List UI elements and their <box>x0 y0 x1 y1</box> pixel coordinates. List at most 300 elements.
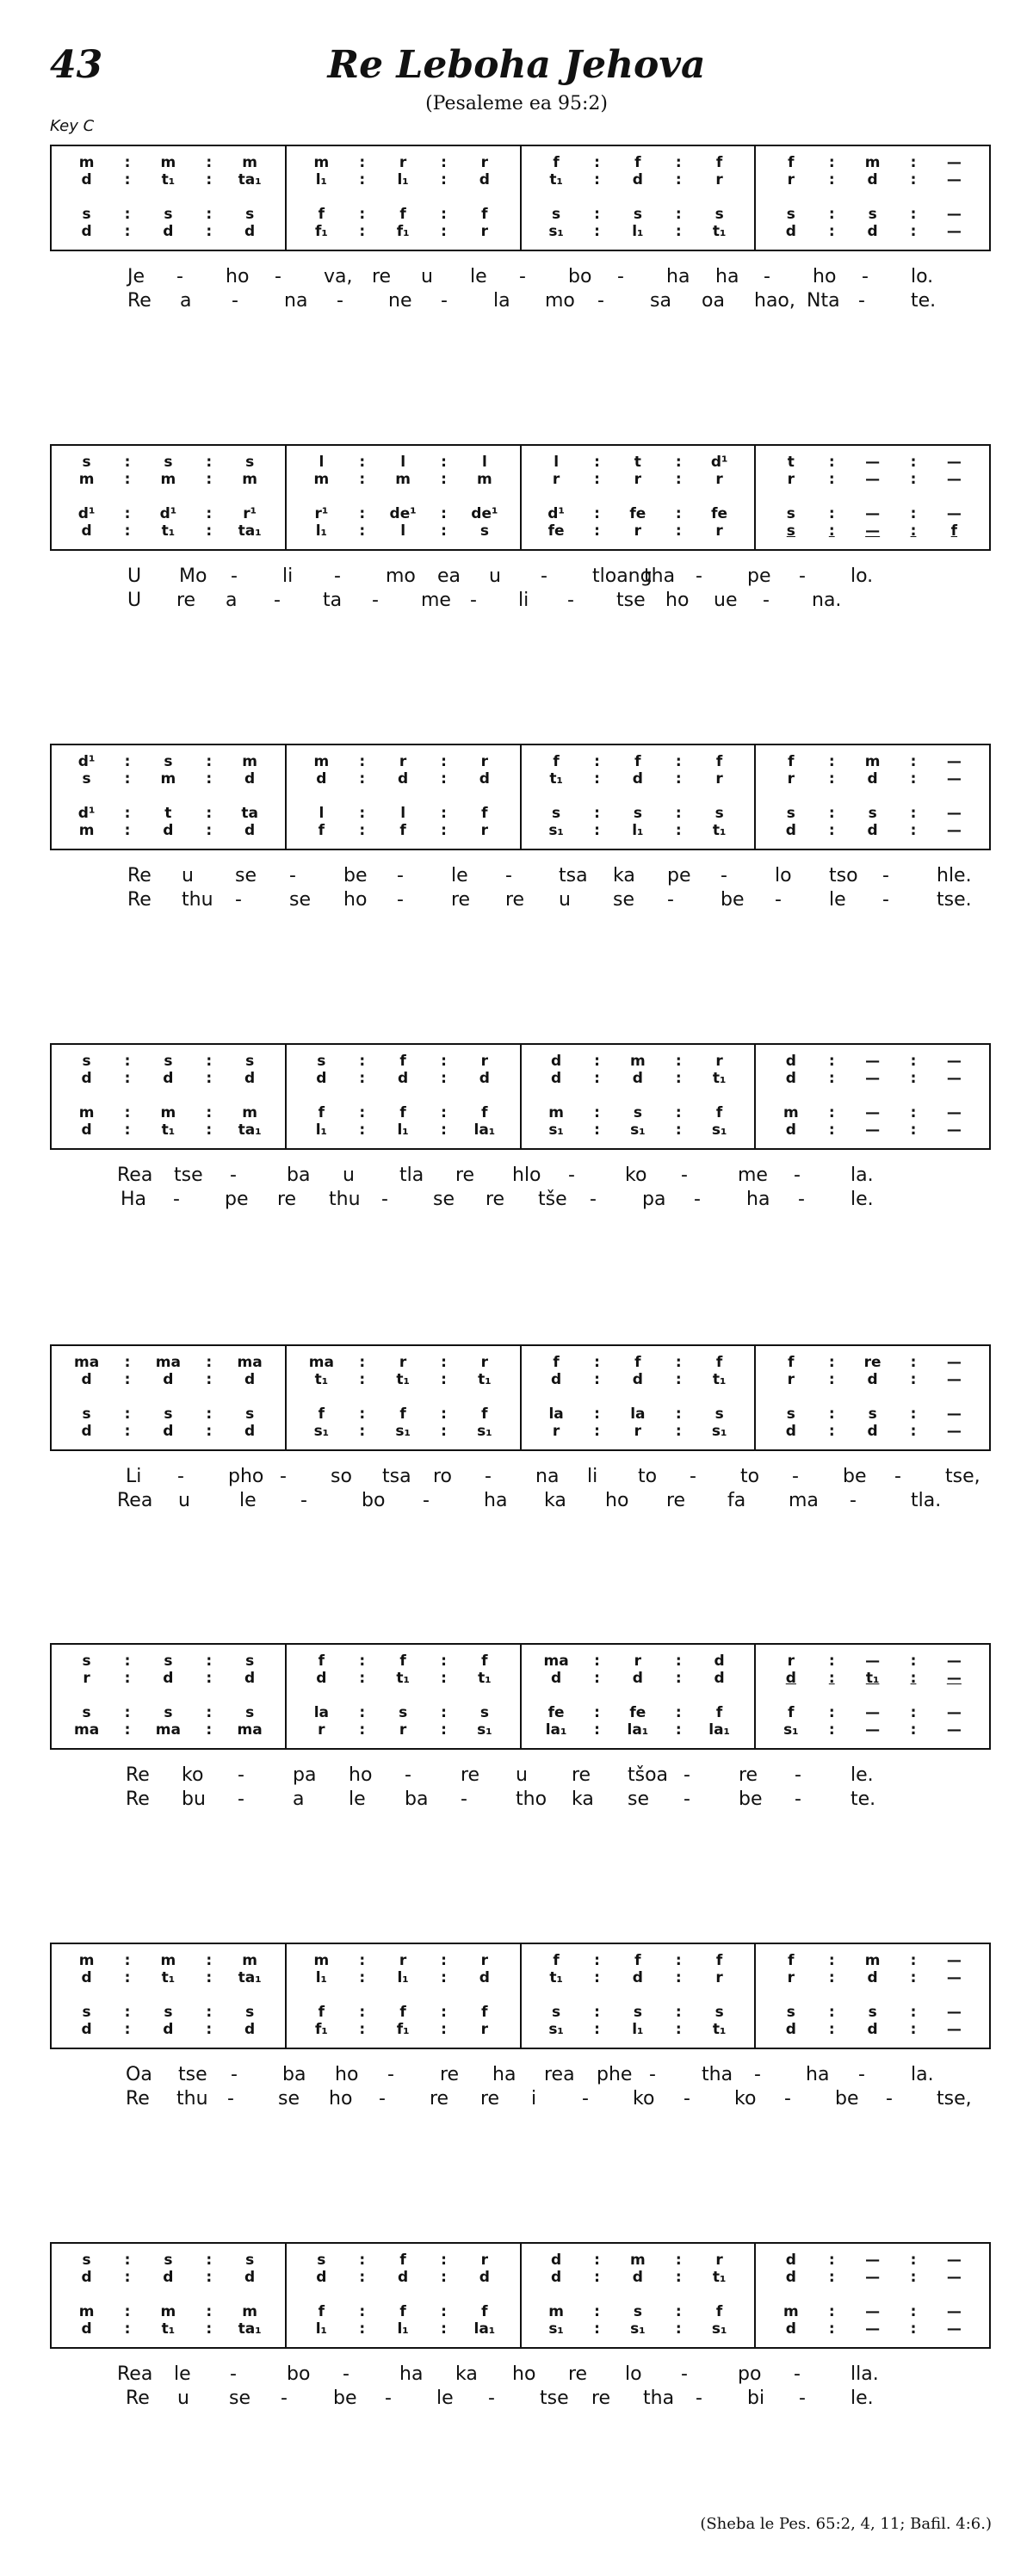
note: m <box>242 154 257 171</box>
lyric-syllable: Rea <box>117 2363 153 2385</box>
beat-separator: : <box>910 171 917 188</box>
lyric-hyphen: - <box>505 865 512 886</box>
voice-part-row <box>756 1953 989 1968</box>
note: d <box>867 2021 878 2038</box>
voice-part-row <box>287 1071 520 1086</box>
lyric-hyphen: - <box>721 865 727 886</box>
note: — <box>946 206 962 223</box>
beat-separator: : <box>910 1670 917 1687</box>
note: — <box>865 1121 881 1139</box>
note: f <box>634 154 641 171</box>
lyric-syllable: u <box>178 1490 190 1511</box>
beat-separator: : <box>206 2269 213 2286</box>
note: — <box>865 522 881 540</box>
note: r¹ <box>243 505 257 522</box>
lyric-syllable: a <box>293 1788 305 1810</box>
beat-separator: : <box>124 1423 131 1440</box>
lyric-hyphen: - <box>763 590 770 611</box>
beat-separator: : <box>359 2021 366 2038</box>
voice-part-row <box>52 1722 285 1738</box>
note: — <box>946 770 962 788</box>
note: r <box>480 753 489 770</box>
beat-separator: : <box>594 1652 600 1670</box>
voice-part-row <box>756 472 989 487</box>
note: — <box>946 471 962 488</box>
beat-separator: : <box>359 1423 366 1440</box>
beat-separator: : <box>910 223 917 240</box>
measure <box>287 1944 522 2048</box>
note: s <box>245 2004 255 2021</box>
lyric-syllable: tla. <box>911 1490 942 1511</box>
beat-separator: : <box>675 522 682 540</box>
lyric-syllable: Re <box>126 2388 150 2409</box>
beat-separator: : <box>594 2303 600 2320</box>
music-system <box>50 1043 991 1210</box>
lyric-hyphen: - <box>230 2363 237 2385</box>
lyric-hyphen: - <box>696 2388 702 2409</box>
beat-separator: : <box>675 1721 682 1739</box>
beat-separator: : <box>359 1371 366 1388</box>
beat-separator: : <box>359 1104 366 1121</box>
beat-separator: : <box>675 1670 682 1687</box>
note: d <box>244 1423 256 1440</box>
beat-separator: : <box>828 1652 835 1670</box>
lyric-hyphen: - <box>794 2363 801 2385</box>
beat-separator: : <box>359 171 366 188</box>
note: t₁ <box>549 171 563 188</box>
voice-part-row <box>52 1953 285 1968</box>
note: — <box>946 1405 962 1423</box>
note: f <box>399 1652 406 1670</box>
voice-part-row <box>756 806 989 821</box>
note: t₁ <box>161 171 176 188</box>
measure <box>52 2244 287 2347</box>
note: s <box>164 753 173 770</box>
note: s <box>164 206 173 223</box>
voice-part-row <box>522 2321 755 2337</box>
lyric-syllable: ho <box>813 266 837 287</box>
note: f <box>634 1354 641 1371</box>
note: m <box>78 1104 95 1121</box>
voice-part-row <box>756 1122 989 1138</box>
measure <box>756 1645 989 1748</box>
note: d <box>551 1053 562 1070</box>
note: la₁ <box>545 1721 567 1739</box>
lyric-syllable: na <box>284 290 308 312</box>
note: s₁ <box>548 1121 564 1139</box>
lyric-syllable: u <box>559 889 571 911</box>
note: s <box>82 1652 91 1670</box>
lyric-syllable: Re <box>126 2088 150 2110</box>
note: f <box>481 1652 488 1670</box>
note: l₁ <box>315 1121 327 1139</box>
beat-separator: : <box>359 505 366 522</box>
note: la <box>548 1405 564 1423</box>
beat-separator: : <box>359 2004 366 2021</box>
voice-part-row <box>52 2270 285 2285</box>
note: — <box>865 2269 881 2286</box>
lyric-hyphen: - <box>385 2388 392 2409</box>
note: ma <box>155 1354 181 1371</box>
lyric-hyphen: - <box>764 266 770 287</box>
lyric-syllable: Re <box>127 889 152 911</box>
lyric-line <box>50 1188 991 1212</box>
note: d <box>714 1652 725 1670</box>
note: s <box>164 1053 173 1070</box>
note: s <box>245 1704 255 1721</box>
beat-separator: : <box>675 2269 682 2286</box>
voice-part-row <box>52 523 285 539</box>
voice-part-row <box>52 1653 285 1669</box>
lyric-hyphen: - <box>405 1764 411 1786</box>
note: f <box>715 1704 723 1721</box>
lyric-syllable: pe <box>225 1189 249 1210</box>
note: l₁ <box>315 522 327 540</box>
beat-separator: : <box>359 1952 366 1969</box>
voice-part-row <box>522 224 755 239</box>
lyric-hyphen: - <box>441 290 448 312</box>
beat-separator: : <box>828 1670 835 1687</box>
lyric-syllable: se <box>433 1189 455 1210</box>
voice-part-row <box>287 2270 520 2285</box>
beat-separator: : <box>359 154 366 171</box>
lyric-syllable: le <box>829 889 846 911</box>
beat-separator: : <box>359 805 366 822</box>
lyric-syllable: a <box>180 290 192 312</box>
note: f <box>788 1354 795 1371</box>
note: f <box>553 1354 560 1371</box>
voice-part-row <box>287 224 520 239</box>
staff <box>50 1643 991 1750</box>
note: d <box>81 171 92 188</box>
lyric-hyphen: - <box>275 266 281 287</box>
lyric-hyphen: - <box>173 1189 180 1210</box>
lyric-syllable: re <box>591 2388 611 2409</box>
voice-part-row <box>756 2321 989 2337</box>
voice-part-row <box>52 1071 285 1086</box>
beat-separator: : <box>441 1670 447 1687</box>
note: m <box>160 154 176 171</box>
beat-separator: : <box>910 454 917 471</box>
beat-separator: : <box>124 1104 131 1121</box>
beat-separator: : <box>828 1354 835 1371</box>
beat-separator: : <box>206 2252 213 2269</box>
voice-part-row <box>756 1105 989 1121</box>
beat-separator: : <box>828 1423 835 1440</box>
beat-separator: : <box>124 822 131 839</box>
note: r <box>480 2252 489 2269</box>
note: de¹ <box>389 505 417 522</box>
note: d <box>163 822 174 839</box>
note: f <box>715 1104 723 1121</box>
note: l <box>554 454 560 471</box>
beat-separator: : <box>910 1070 917 1087</box>
note: m <box>242 471 257 488</box>
note: f <box>788 1704 795 1721</box>
note: r <box>715 471 723 488</box>
voice-part-row <box>522 771 755 787</box>
lyric-hyphen: - <box>488 2388 495 2409</box>
beat-separator: : <box>441 1405 447 1423</box>
lyric-syllable: mo <box>386 565 416 587</box>
lyric-hyphen: - <box>582 2088 589 2110</box>
note: s <box>82 770 91 788</box>
beat-separator: : <box>359 1405 366 1423</box>
voice-part-row <box>52 224 285 239</box>
note: — <box>946 505 962 522</box>
lyric-hyphen: - <box>882 865 889 886</box>
note: r <box>715 522 723 540</box>
lyric-syllable: ho <box>329 2088 353 2110</box>
beat-separator: : <box>206 505 213 522</box>
voice-part-row <box>287 1122 520 1138</box>
lyric-syllable: Re <box>126 1764 150 1786</box>
lyric-syllable: tse <box>540 2388 569 2409</box>
beat-separator: : <box>206 1053 213 1070</box>
voice-part-row <box>756 1372 989 1387</box>
note: f <box>399 206 406 223</box>
lyric-line <box>50 2063 991 2087</box>
voice-part-row <box>756 771 989 787</box>
lyric-syllable: re <box>739 1764 758 1786</box>
lyric-syllable: Ha <box>121 1189 147 1210</box>
beat-separator: : <box>828 522 835 540</box>
beat-separator: : <box>828 2252 835 2269</box>
note: — <box>865 1704 881 1721</box>
beat-separator: : <box>910 2303 917 2320</box>
beat-separator: : <box>828 454 835 471</box>
beat-separator: : <box>910 1104 917 1121</box>
measure <box>756 146 989 250</box>
lyric-line <box>50 1465 991 1489</box>
lyric-line <box>50 589 991 613</box>
note: d <box>316 2269 327 2286</box>
voice-part-row <box>522 1053 755 1069</box>
voice-part-row <box>522 823 755 838</box>
voice-part-row <box>756 1705 989 1720</box>
note: re <box>863 1354 881 1371</box>
note: s <box>82 1053 91 1070</box>
beat-separator: : <box>828 1969 835 1986</box>
beat-separator: : <box>206 1121 213 1139</box>
note: d <box>81 522 92 540</box>
lyric-syllable: ne <box>388 290 412 312</box>
lyric-line <box>50 289 991 313</box>
lyric-line <box>50 1489 991 1513</box>
note: d <box>551 2252 562 2269</box>
note: s <box>552 2004 561 2021</box>
note: r¹ <box>314 505 329 522</box>
note: l₁ <box>315 1969 327 1986</box>
note: l₁ <box>315 171 327 188</box>
note: — <box>946 2004 962 2021</box>
beat-separator: : <box>206 1371 213 1388</box>
beat-separator: : <box>594 2004 600 2021</box>
beat-separator: : <box>441 2021 447 2038</box>
note: s <box>714 1405 724 1423</box>
lyric-syllable: se <box>278 2088 300 2110</box>
voice-part-row <box>287 172 520 188</box>
beat-separator: : <box>441 471 447 488</box>
beat-separator: : <box>828 1070 835 1087</box>
voice-part-row <box>52 472 285 487</box>
beat-separator: : <box>359 1121 366 1139</box>
beat-separator: : <box>910 471 917 488</box>
note: l₁ <box>632 822 644 839</box>
voice-part-row <box>287 1653 520 1669</box>
note: d <box>163 2021 174 2038</box>
note: s <box>245 206 255 223</box>
measure <box>522 1944 757 2048</box>
note: d <box>316 1670 327 1687</box>
lyric-syllable: li <box>282 565 294 587</box>
beat-separator: : <box>359 471 366 488</box>
beat-separator: : <box>910 154 917 171</box>
note: l₁ <box>397 1969 409 1986</box>
note: r <box>480 1053 489 1070</box>
note: s₁ <box>548 223 564 240</box>
voice-part-row <box>287 2321 520 2337</box>
measure <box>756 446 989 549</box>
note: d <box>785 1670 796 1687</box>
music-system <box>50 1943 991 2110</box>
voice-part-row <box>522 1671 755 1686</box>
note: r <box>480 2021 489 2038</box>
beat-separator: : <box>206 753 213 770</box>
voice-part-row <box>287 1372 520 1387</box>
note: f <box>715 154 723 171</box>
lyric-hyphen: - <box>177 1466 184 1487</box>
lyric-syllable: Re <box>126 1788 150 1810</box>
beat-separator: : <box>828 1104 835 1121</box>
beat-separator: : <box>441 522 447 540</box>
beat-separator: : <box>441 1721 447 1739</box>
voice-part-row <box>756 1071 989 1086</box>
note: l <box>400 454 406 471</box>
beat-separator: : <box>910 1405 917 1423</box>
beat-separator: : <box>594 822 600 839</box>
note: t₁ <box>396 1371 410 1388</box>
note: r <box>715 770 723 788</box>
lyric-syllable: rea <box>544 2064 575 2085</box>
beat-separator: : <box>828 753 835 770</box>
beat-separator: : <box>124 206 131 223</box>
note: — <box>946 1652 962 1670</box>
lyric-syllable: te. <box>911 290 937 312</box>
note: f <box>399 1104 406 1121</box>
staff <box>50 2242 991 2349</box>
lyric-syllable: lo. <box>911 266 934 287</box>
lyric-hyphen: - <box>894 1466 901 1487</box>
lyric-syllable: va, <box>324 266 353 287</box>
beat-separator: : <box>594 1704 600 1721</box>
beat-separator: : <box>124 1704 131 1721</box>
beat-separator: : <box>124 753 131 770</box>
beat-separator: : <box>206 1405 213 1423</box>
lyric-syllable: re <box>480 2088 500 2110</box>
lyric-syllable: pho <box>228 1466 264 1487</box>
measure <box>52 1944 287 2048</box>
beat-separator: : <box>124 1405 131 1423</box>
beat-separator: : <box>594 2320 600 2338</box>
lyric-syllable: ea <box>437 565 461 587</box>
beat-separator: : <box>828 1371 835 1388</box>
voice-part-row <box>287 523 520 539</box>
voice-part-row <box>522 1122 755 1138</box>
beat-separator: : <box>206 805 213 822</box>
lyric-syllable: ka <box>613 865 635 886</box>
note: s₁ <box>711 2320 727 2338</box>
note: s₁ <box>711 1423 727 1440</box>
music-system <box>50 1344 991 1511</box>
lyric-line <box>50 565 991 589</box>
lyric-syllable: tšoa <box>628 1764 669 1786</box>
voice-part-row <box>756 224 989 239</box>
voice-part-row <box>287 1970 520 1986</box>
note: d <box>785 1070 796 1087</box>
voice-part-row <box>287 2005 520 2020</box>
beat-separator: : <box>124 1652 131 1670</box>
note: — <box>946 223 962 240</box>
voice-part-row <box>522 1653 755 1669</box>
note: d <box>244 1371 256 1388</box>
beat-separator: : <box>675 2252 682 2269</box>
note: f <box>481 805 488 822</box>
lyric-hyphen: - <box>567 590 574 611</box>
lyric-syllable: lo <box>625 2363 642 2385</box>
beat-separator: : <box>594 1070 600 1087</box>
measure <box>287 1346 522 1449</box>
lyric-syllable: se <box>628 1788 649 1810</box>
note: s₁ <box>630 2320 646 2338</box>
note: s <box>633 805 642 822</box>
note: t₁ <box>396 1670 410 1687</box>
lyric-syllable: ha <box>666 266 690 287</box>
beat-separator: : <box>359 2269 366 2286</box>
voice-part-row <box>52 1355 285 1370</box>
note: d <box>81 1070 92 1087</box>
beat-separator: : <box>206 522 213 540</box>
note: r <box>634 471 642 488</box>
lyric-syllable: re <box>440 2064 460 2085</box>
note: r <box>480 223 489 240</box>
voice-part-row <box>287 1722 520 1738</box>
measure <box>287 446 522 549</box>
lyric-syllable: ha <box>806 2064 830 2085</box>
note: r <box>399 753 407 770</box>
lyric-hyphen: - <box>381 1189 388 1210</box>
note: t <box>634 454 641 471</box>
lyric-syllable: re <box>486 1189 505 1210</box>
voice-part-row <box>756 1653 989 1669</box>
lyric-hyphen: - <box>649 2064 656 2085</box>
note: s <box>245 2252 255 2269</box>
note: f <box>634 1952 641 1969</box>
lyric-hyphen: - <box>238 1764 244 1786</box>
lyric-syllable: te. <box>851 1788 876 1810</box>
voice-part-row <box>287 2252 520 2268</box>
note: m <box>313 471 330 488</box>
note: d <box>81 2021 92 2038</box>
note: l₁ <box>397 1121 409 1139</box>
note: d <box>551 2269 562 2286</box>
note: s <box>82 2252 91 2269</box>
note: f <box>715 2303 723 2320</box>
lyric-hyphen: - <box>684 2088 690 2110</box>
note: r <box>634 522 642 540</box>
note: r <box>480 154 489 171</box>
note: d <box>785 1053 796 1070</box>
